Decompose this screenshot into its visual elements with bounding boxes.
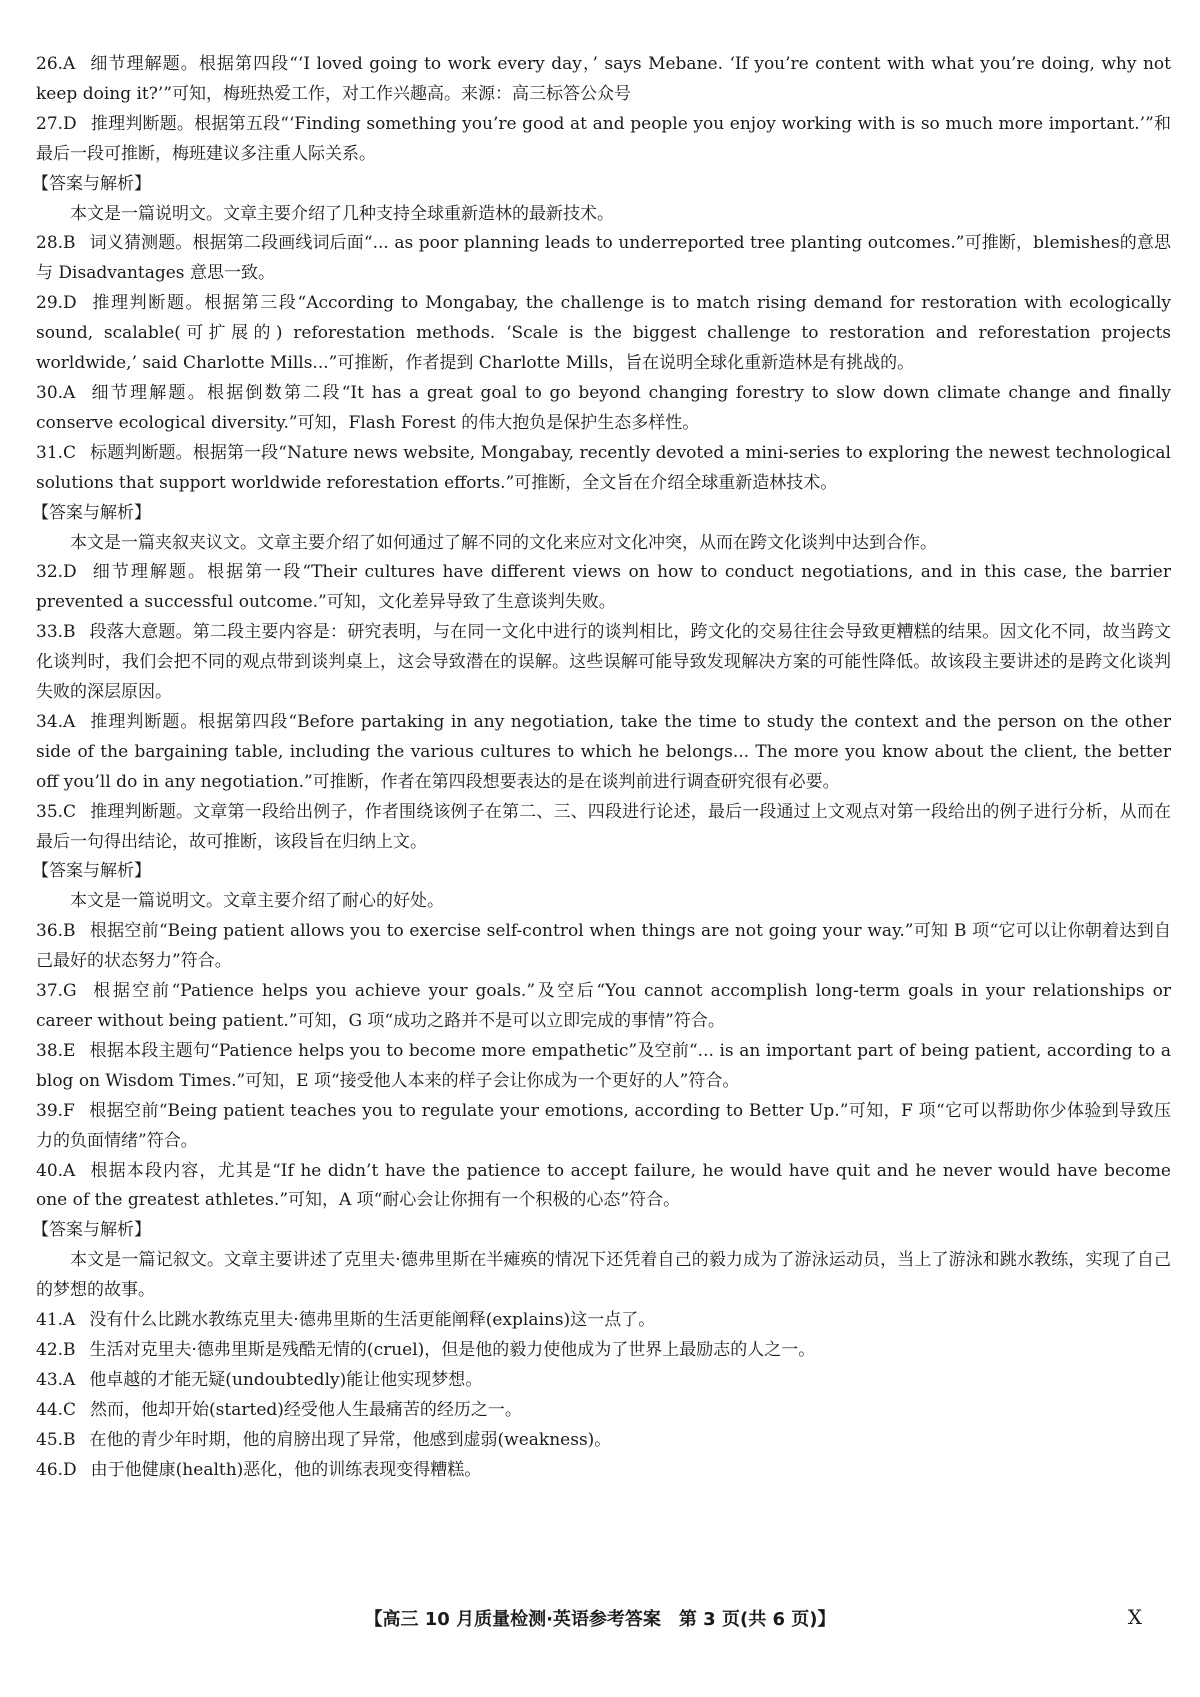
section-header: 【答案与解析】 <box>32 173 151 194</box>
answer-explanation: 段落大意题。第二段主要内容是：研究表明，与在同一文化中进行的谈判相比，跨文化的交易往往会导致更糟糕的结果。因文化不同，故当跨文化谈判时，我们会把不同的观点带到谈判桌上，这会导致潜在的误解。这些误解可能导致发现解决方案的可能性降低。故该段主要讲述的是跨文化谈判失败的深层原因。 <box>36 622 1171 703</box>
answer-explanation: 推理判断题。文章第一段给出例子，作者围绕该例子在第二、三、四段进行论述，最后一段通过上文观点对第一段给出的例子进行分析，从而在最后一句得出结论，故可推断，该段旨在归纳上文。 <box>36 801 1171 852</box>
answer-number: 42.B <box>36 1339 76 1360</box>
answer-number: 38.E <box>36 1040 76 1061</box>
page-footer: 【高三 10 月质量检测·英语参考答案 第 3 页(共 6 页)】 <box>364 1609 836 1630</box>
answer-explanation: 他卓越的才能无疑(undoubtedly)能让他实现梦想。 <box>89 1369 483 1390</box>
answer-explanation: 推理判断题。根据第五段“‘Finding something you’re good at and people you enjoy working with is so much more important.’”和最后一段可推断，梅班建议多注重人际关系。 <box>36 113 1171 164</box>
answer-item <box>36 110 1171 170</box>
footer-version-code: X <box>1127 1605 1142 1629</box>
answer-number: 32.D <box>36 562 77 583</box>
answer-explanation: 根据空前“Patience helps you achieve your goals.”及空后“You cannot accomplish long-term goals in your relationships or career without being patient.”可知，G 项“成功之路并不是可以立即完成的事情”符合。 <box>36 981 1171 1031</box>
answer-number: 28.B <box>36 233 76 254</box>
answer-item <box>36 1097 1171 1157</box>
answer-item <box>36 618 1171 708</box>
answer-explanation: 细节理解题。根据第四段“‘I loved going to work every day，’ says Mebane. ‘If you’re content with what you’re doing, why not keep doing it?’”可知，梅班热爱工作，对工作兴趣高。来源：高三标答公众号 <box>36 54 1171 104</box>
answer-number: 27.D <box>36 113 77 134</box>
answer-explanation: 然而，他却开始(started)经受他人生最痛苦的经历之一。 <box>90 1399 522 1420</box>
answer-number: 34.A <box>36 711 76 732</box>
answer-explanation: 在他的青少年时期，他的肩膀出现了异常，他感到虚弱(weakness)。 <box>89 1429 612 1450</box>
answer-number: 37.G <box>36 981 77 1002</box>
answer-number: 33.B <box>36 622 76 643</box>
answer-item <box>36 798 1171 858</box>
section-header: 【答案与解析】 <box>32 1220 151 1241</box>
answer-number: 36.B <box>36 921 76 942</box>
passage-summary: 本文是一篇夹叙夹议文。文章主要介绍了如何通过了解不同的文化来应对文化冲突，从而在跨文化谈判中达到合作。 <box>70 532 937 553</box>
answer-item <box>36 439 1171 499</box>
passage-summary: 本文是一篇说明文。文章主要介绍了几种支持全球重新造林的最新技术。 <box>70 203 614 224</box>
answer-explanation: 细节理解题。根据第一段“Their cultures have different views on how to conduct negotiations, and in this case, the barrier prevented a successful outcome.”可知，文化差异导致了生意谈判失败。 <box>36 562 1171 613</box>
answer-number: 35.C <box>36 801 77 822</box>
answer-item <box>36 977 1171 1037</box>
answer-explanation: 根据本段主题句“Patience helps you to become more empathetic”及空前“... is an important part of being patient, according to a blog on Wisdom Times.”可知，E 项“接受他人本来的样子会让你成为一个更好的人”符合。 <box>36 1040 1171 1091</box>
section-header: 【答案与解析】 <box>32 502 151 523</box>
answer-explanation: 推理判断题。根据第四段“Before partaking in any negotiation, take the time to study the context and the person on the other side of the bargaining table, including the various cultures to which he belongs... The more you know about the client, the better off you’ll do in any negotiation.”可推断，作者在第四段想要表达的是在谈判前进行调查研究很有必要。 <box>36 711 1171 792</box>
answer-number: 43.A <box>36 1369 76 1390</box>
answer-number: 26.A <box>36 54 76 74</box>
section-header: 【答案与解析】 <box>32 861 151 882</box>
answer-item <box>36 1336 1171 1366</box>
answer-number: 30.A <box>36 382 76 403</box>
answer-number: 39.F <box>36 1100 75 1121</box>
answer-explanation: 词义猜测题。根据第二段画线词后面“... as poor planning leads to underreported tree planting outcomes.”可推断，blemishes的意思与 Disadvantages 意思一致。 <box>36 233 1171 284</box>
answer-number: 31.C <box>36 442 77 463</box>
answer-item <box>36 289 1171 379</box>
answer-explanation: 推理判断题。根据第三段“According to Mongabay, the challenge is to match rising demand for restoration with ecologically sound, scalable(可扩展的) reforestation methods. ‘Scale is the biggest challenge to restoration and reforestation projects worldwide,’ said Charlotte Mills...”可推断，作者提到 Charlotte Mills，旨在说明全球化重新造林是有挑战的。 <box>36 293 1171 374</box>
answer-item <box>36 379 1171 439</box>
answer-item <box>36 50 1171 110</box>
answer-item <box>36 1037 1171 1097</box>
answer-explanation: 根据本段内容，尤其是“If he didn’t have the patience to accept failure, he would have quit and he never would have become one of the greatest athletes.”可知，A 项“耐心会让你拥有一个积极的心态”符合。 <box>36 1160 1171 1211</box>
answer-item <box>36 708 1171 798</box>
answer-number: 45.B <box>36 1429 76 1450</box>
passage-summary: 本文是一篇说明文。文章主要介绍了耐心的好处。 <box>70 891 444 912</box>
answer-number: 41.A <box>36 1310 76 1331</box>
answer-explanation: 根据空前“Being patient allows you to exercise self-control when things are not going your way.”可知 B 项“它可以让你朝着达到自己最好的状态努力”符合。 <box>36 921 1171 972</box>
answer-explanation: 由于他健康(health)恶化，他的训练表现变得糟糕。 <box>90 1459 482 1480</box>
answer-item <box>36 1396 1171 1426</box>
answer-explanation: 细节理解题。根据倒数第二段“It has a great goal to go beyond changing forestry to slow down climate change and finally conserve ecological diversity.”可知，Flash Forest 的伟大抱负是保护生态多样性。 <box>36 382 1171 433</box>
answer-number: 40.A <box>36 1160 76 1181</box>
answer-item <box>36 558 1171 618</box>
answer-item <box>36 229 1171 289</box>
answer-number: 29.D <box>36 293 77 314</box>
answer-content <box>32 50 1171 1486</box>
answer-item <box>36 1306 1171 1336</box>
answer-item <box>36 1366 1171 1396</box>
answer-explanation: 根据空前“Being patient teaches you to regulate your emotions, according to Better Up.”可知，F 项“它可以帮助你少体验到导致压力的负面情绪”符合。 <box>36 1100 1171 1151</box>
answer-item <box>36 1157 1171 1217</box>
answer-item <box>36 1426 1171 1456</box>
answer-explanation: 生活对克里夫·德弗里斯是残酷无情的(cruel)，但是他的毅力使他成为了世界上最励志的人之一。 <box>89 1339 816 1360</box>
passage-summary: 本文是一篇记叙文。文章主要讲述了克里夫·德弗里斯在半瘫痪的情况下还凭着自己的毅力成为了游泳运动员，当上了游泳和跳水教练，实现了自己的梦想的故事。 <box>36 1250 1171 1301</box>
answer-item <box>36 1456 1171 1486</box>
answer-number: 46.D <box>36 1459 77 1480</box>
answer-explanation: 没有什么比跳水教练克里夫·德弗里斯的生活更能阐释(explains)这一点了。 <box>89 1310 656 1331</box>
answer-explanation: 标题判断题。根据第一段“Nature news website, Mongabay, recently devoted a mini-series to exploring the newest technological solutions that support worldwide reforestation efforts.”可推断，全文旨在介绍全球重新造林技术。 <box>36 442 1171 493</box>
answer-number: 44.C <box>36 1399 77 1420</box>
answer-item <box>36 917 1171 977</box>
